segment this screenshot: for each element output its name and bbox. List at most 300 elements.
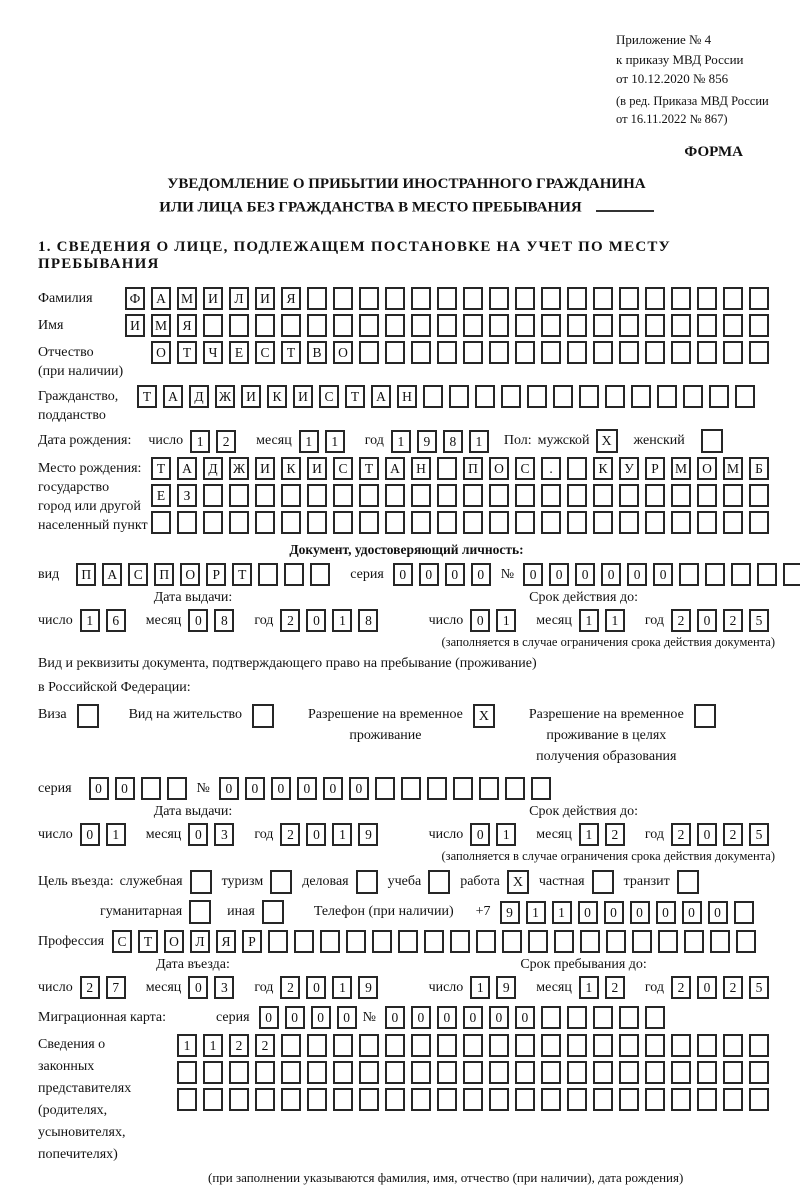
char-cell[interactable] (437, 314, 457, 337)
char-cell[interactable]: Ж (229, 457, 249, 480)
char-cell[interactable] (619, 1061, 639, 1084)
char-cell[interactable] (723, 1061, 743, 1084)
char-cell[interactable]: 2 (280, 976, 300, 999)
char-cell[interactable]: Т (359, 457, 379, 480)
char-cell[interactable]: И (255, 287, 275, 310)
purpose-tranzit-checkbox[interactable] (677, 870, 699, 894)
char-cell[interactable] (671, 287, 691, 310)
char-cell[interactable] (281, 1061, 301, 1084)
char-cell[interactable]: 1 (332, 823, 352, 846)
char-cell[interactable] (619, 484, 639, 507)
char-cell[interactable]: М (723, 457, 743, 480)
char-cell[interactable] (489, 314, 509, 337)
char-cell[interactable] (372, 930, 392, 953)
char-cell[interactable] (593, 1088, 613, 1111)
char-cell[interactable] (203, 484, 223, 507)
char-cell[interactable] (359, 341, 379, 364)
char-cell[interactable] (333, 1034, 353, 1057)
char-cell[interactable] (411, 1034, 431, 1057)
char-cell[interactable] (515, 1034, 535, 1057)
char-cell[interactable] (333, 314, 353, 337)
purpose-chastnaya-checkbox[interactable] (592, 870, 614, 894)
char-cell[interactable] (359, 314, 379, 337)
char-cell[interactable] (479, 777, 499, 800)
char-cell[interactable] (463, 314, 483, 337)
char-cell[interactable] (307, 1088, 327, 1111)
char-cell[interactable] (385, 511, 405, 534)
char-cell[interactable]: И (203, 287, 223, 310)
char-cell[interactable] (281, 1034, 301, 1057)
char-cell[interactable] (697, 287, 717, 310)
char-cell[interactable] (489, 1088, 509, 1111)
char-cell[interactable]: 3 (214, 976, 234, 999)
char-cell[interactable]: 1 (579, 976, 599, 999)
char-cell[interactable]: И (125, 314, 145, 337)
char-cell[interactable]: 0 (515, 1006, 535, 1029)
char-cell[interactable]: К (281, 457, 301, 480)
char-cell[interactable] (463, 484, 483, 507)
char-cell[interactable]: 0 (653, 563, 673, 586)
char-cell[interactable] (697, 511, 717, 534)
char-cell[interactable] (333, 511, 353, 534)
char-cell[interactable] (723, 287, 743, 310)
char-cell[interactable] (255, 484, 275, 507)
char-cell[interactable] (255, 314, 275, 337)
char-cell[interactable]: 0 (578, 901, 598, 924)
char-cell[interactable] (593, 511, 613, 534)
char-cell[interactable] (151, 511, 171, 534)
char-cell[interactable] (515, 484, 535, 507)
char-cell[interactable]: 0 (306, 976, 326, 999)
char-cell[interactable]: 1 (605, 609, 625, 632)
char-cell[interactable] (619, 287, 639, 310)
char-cell[interactable]: 0 (575, 563, 595, 586)
char-cell[interactable] (385, 1034, 405, 1057)
char-cell[interactable]: О (697, 457, 717, 480)
char-cell[interactable] (749, 287, 769, 310)
char-cell[interactable] (229, 1061, 249, 1084)
char-cell[interactable]: 1 (190, 430, 210, 453)
char-cell[interactable]: С (333, 457, 353, 480)
char-cell[interactable] (437, 341, 457, 364)
char-cell[interactable] (749, 511, 769, 534)
char-cell[interactable] (631, 385, 651, 408)
char-cell[interactable]: А (151, 287, 171, 310)
char-cell[interactable]: 0 (489, 1006, 509, 1029)
char-cell[interactable] (423, 385, 443, 408)
char-cell[interactable]: Ф (125, 287, 145, 310)
char-cell[interactable] (307, 484, 327, 507)
char-cell[interactable] (284, 563, 304, 586)
char-cell[interactable]: 7 (106, 976, 126, 999)
char-cell[interactable] (515, 1088, 535, 1111)
char-cell[interactable] (333, 287, 353, 310)
char-cell[interactable]: 1 (203, 1034, 223, 1057)
char-cell[interactable] (619, 314, 639, 337)
char-cell[interactable]: 2 (671, 823, 691, 846)
char-cell[interactable] (385, 484, 405, 507)
char-cell[interactable] (554, 930, 574, 953)
char-cell[interactable]: Н (397, 385, 417, 408)
char-cell[interactable] (437, 1061, 457, 1084)
char-cell[interactable] (398, 930, 418, 953)
char-cell[interactable] (255, 1061, 275, 1084)
char-cell[interactable] (734, 901, 754, 924)
char-cell[interactable] (567, 341, 587, 364)
char-cell[interactable] (320, 930, 340, 953)
char-cell[interactable] (645, 1006, 665, 1029)
char-cell[interactable] (710, 930, 730, 953)
char-cell[interactable] (411, 287, 431, 310)
char-cell[interactable]: 1 (496, 609, 516, 632)
char-cell[interactable]: Т (138, 930, 158, 953)
char-cell[interactable] (475, 385, 495, 408)
char-cell[interactable] (411, 1061, 431, 1084)
char-cell[interactable] (229, 484, 249, 507)
char-cell[interactable] (645, 1088, 665, 1111)
char-cell[interactable]: 1 (332, 609, 352, 632)
char-cell[interactable]: А (385, 457, 405, 480)
char-cell[interactable]: 0 (219, 777, 239, 800)
char-cell[interactable] (449, 385, 469, 408)
char-cell[interactable] (489, 1034, 509, 1057)
char-cell[interactable] (697, 314, 717, 337)
char-cell[interactable] (697, 341, 717, 364)
char-cell[interactable]: 0 (470, 823, 490, 846)
char-cell[interactable]: 1 (177, 1034, 197, 1057)
char-cell[interactable] (281, 1088, 301, 1111)
char-cell[interactable] (593, 1006, 613, 1029)
char-cell[interactable] (567, 511, 587, 534)
char-cell[interactable] (593, 484, 613, 507)
char-cell[interactable] (567, 1034, 587, 1057)
char-cell[interactable] (749, 1061, 769, 1084)
char-cell[interactable]: . (541, 457, 561, 480)
char-cell[interactable]: 2 (280, 823, 300, 846)
char-cell[interactable] (463, 511, 483, 534)
char-cell[interactable]: 0 (549, 563, 569, 586)
char-cell[interactable] (579, 385, 599, 408)
char-cell[interactable] (476, 930, 496, 953)
purpose-ucheba-checkbox[interactable] (428, 870, 450, 894)
char-cell[interactable] (735, 385, 755, 408)
char-cell[interactable]: О (333, 341, 353, 364)
char-cell[interactable]: 0 (188, 976, 208, 999)
char-cell[interactable] (645, 314, 665, 337)
char-cell[interactable]: 0 (470, 609, 490, 632)
char-cell[interactable]: 0 (337, 1006, 357, 1029)
char-cell[interactable] (541, 511, 561, 534)
char-cell[interactable] (783, 563, 800, 586)
char-cell[interactable] (541, 287, 561, 310)
char-cell[interactable] (385, 341, 405, 364)
char-cell[interactable]: А (177, 457, 197, 480)
char-cell[interactable] (567, 1061, 587, 1084)
char-cell[interactable]: 2 (723, 823, 743, 846)
char-cell[interactable]: 0 (323, 777, 343, 800)
char-cell[interactable] (229, 314, 249, 337)
char-cell[interactable]: 0 (463, 1006, 483, 1029)
char-cell[interactable] (268, 930, 288, 953)
char-cell[interactable]: 0 (311, 1006, 331, 1029)
char-cell[interactable] (541, 484, 561, 507)
char-cell[interactable] (541, 1034, 561, 1057)
char-cell[interactable]: 9 (500, 901, 520, 924)
char-cell[interactable]: 0 (697, 609, 717, 632)
char-cell[interactable] (645, 287, 665, 310)
char-cell[interactable]: Ж (215, 385, 235, 408)
char-cell[interactable] (671, 341, 691, 364)
char-cell[interactable] (359, 1088, 379, 1111)
char-cell[interactable] (385, 1088, 405, 1111)
char-cell[interactable]: 0 (697, 823, 717, 846)
char-cell[interactable]: 1 (526, 901, 546, 924)
char-cell[interactable] (553, 385, 573, 408)
char-cell[interactable] (385, 1061, 405, 1084)
char-cell[interactable]: А (163, 385, 183, 408)
char-cell[interactable] (437, 287, 457, 310)
char-cell[interactable] (527, 385, 547, 408)
char-cell[interactable] (541, 341, 561, 364)
char-cell[interactable] (697, 1061, 717, 1084)
char-cell[interactable]: 0 (627, 563, 647, 586)
char-cell[interactable]: У (619, 457, 639, 480)
char-cell[interactable] (489, 511, 509, 534)
char-cell[interactable] (359, 511, 379, 534)
char-cell[interactable]: 2 (605, 823, 625, 846)
char-cell[interactable] (307, 287, 327, 310)
char-cell[interactable]: Н (411, 457, 431, 480)
char-cell[interactable]: 0 (697, 976, 717, 999)
char-cell[interactable]: 1 (106, 823, 126, 846)
char-cell[interactable]: 0 (682, 901, 702, 924)
char-cell[interactable] (593, 1061, 613, 1084)
char-cell[interactable] (203, 511, 223, 534)
char-cell[interactable] (705, 563, 725, 586)
char-cell[interactable] (255, 1088, 275, 1111)
char-cell[interactable] (505, 777, 525, 800)
char-cell[interactable]: 2 (723, 976, 743, 999)
char-cell[interactable] (333, 484, 353, 507)
char-cell[interactable] (709, 385, 729, 408)
char-cell[interactable] (531, 777, 551, 800)
char-cell[interactable]: 2 (671, 976, 691, 999)
char-cell[interactable]: 0 (630, 901, 650, 924)
char-cell[interactable] (375, 777, 395, 800)
char-cell[interactable] (749, 341, 769, 364)
char-cell[interactable] (736, 930, 756, 953)
residence-permit-checkbox[interactable] (252, 704, 274, 728)
char-cell[interactable] (658, 930, 678, 953)
char-cell[interactable]: М (151, 314, 171, 337)
char-cell[interactable] (541, 1006, 561, 1029)
char-cell[interactable] (541, 1061, 561, 1084)
char-cell[interactable]: 0 (393, 563, 413, 586)
char-cell[interactable] (294, 930, 314, 953)
char-cell[interactable] (385, 314, 405, 337)
char-cell[interactable] (453, 777, 473, 800)
char-cell[interactable] (723, 511, 743, 534)
char-cell[interactable] (515, 341, 535, 364)
char-cell[interactable]: Т (177, 341, 197, 364)
char-cell[interactable] (632, 930, 652, 953)
char-cell[interactable]: Д (189, 385, 209, 408)
char-cell[interactable] (359, 484, 379, 507)
char-cell[interactable] (528, 930, 548, 953)
char-cell[interactable]: 0 (245, 777, 265, 800)
char-cell[interactable]: Я (216, 930, 236, 953)
char-cell[interactable]: 5 (749, 609, 769, 632)
char-cell[interactable] (671, 1061, 691, 1084)
char-cell[interactable] (645, 1034, 665, 1057)
char-cell[interactable] (657, 385, 677, 408)
char-cell[interactable]: Я (281, 287, 301, 310)
char-cell[interactable] (593, 314, 613, 337)
char-cell[interactable] (671, 484, 691, 507)
char-cell[interactable] (619, 341, 639, 364)
char-cell[interactable] (723, 314, 743, 337)
char-cell[interactable]: 0 (385, 1006, 405, 1029)
char-cell[interactable] (281, 511, 301, 534)
char-cell[interactable]: П (463, 457, 483, 480)
char-cell[interactable] (671, 1088, 691, 1111)
char-cell[interactable]: 8 (443, 430, 463, 453)
char-cell[interactable]: 0 (349, 777, 369, 800)
char-cell[interactable] (463, 1061, 483, 1084)
char-cell[interactable] (515, 511, 535, 534)
male-checkbox[interactable]: X (596, 429, 618, 453)
char-cell[interactable] (411, 1088, 431, 1111)
purpose-delovaya-checkbox[interactable] (356, 870, 378, 894)
char-cell[interactable] (749, 1088, 769, 1111)
char-cell[interactable] (541, 314, 561, 337)
char-cell[interactable] (501, 385, 521, 408)
char-cell[interactable] (385, 287, 405, 310)
char-cell[interactable] (411, 341, 431, 364)
char-cell[interactable] (489, 341, 509, 364)
char-cell[interactable] (645, 1061, 665, 1084)
char-cell[interactable]: 0 (89, 777, 109, 800)
char-cell[interactable] (177, 1088, 197, 1111)
char-cell[interactable] (411, 511, 431, 534)
char-cell[interactable]: 1 (80, 609, 100, 632)
char-cell[interactable]: 6 (106, 609, 126, 632)
char-cell[interactable]: 8 (358, 609, 378, 632)
char-cell[interactable] (463, 1034, 483, 1057)
char-cell[interactable] (567, 314, 587, 337)
char-cell[interactable] (606, 930, 626, 953)
char-cell[interactable] (167, 777, 187, 800)
char-cell[interactable]: О (164, 930, 184, 953)
char-cell[interactable] (310, 563, 330, 586)
char-cell[interactable] (502, 930, 522, 953)
char-cell[interactable]: 2 (216, 430, 236, 453)
char-cell[interactable] (437, 457, 457, 480)
char-cell[interactable] (437, 1034, 457, 1057)
char-cell[interactable]: 1 (470, 976, 490, 999)
char-cell[interactable]: 1 (552, 901, 572, 924)
purpose-turizm-checkbox[interactable] (270, 870, 292, 894)
char-cell[interactable] (645, 484, 665, 507)
char-cell[interactable] (619, 1088, 639, 1111)
char-cell[interactable] (749, 314, 769, 337)
char-cell[interactable] (463, 1088, 483, 1111)
female-checkbox[interactable] (701, 429, 723, 453)
char-cell[interactable] (281, 314, 301, 337)
char-cell[interactable] (697, 1088, 717, 1111)
char-cell[interactable] (723, 341, 743, 364)
char-cell[interactable]: М (671, 457, 691, 480)
char-cell[interactable] (437, 484, 457, 507)
char-cell[interactable]: 2 (280, 609, 300, 632)
char-cell[interactable] (697, 1034, 717, 1057)
char-cell[interactable]: 2 (671, 609, 691, 632)
char-cell[interactable] (359, 1061, 379, 1084)
char-cell[interactable]: 9 (417, 430, 437, 453)
char-cell[interactable] (427, 777, 447, 800)
char-cell[interactable]: 1 (299, 430, 319, 453)
purpose-inaya-checkbox[interactable] (262, 900, 284, 924)
char-cell[interactable]: 0 (445, 563, 465, 586)
char-cell[interactable] (437, 511, 457, 534)
char-cell[interactable]: 5 (749, 976, 769, 999)
char-cell[interactable]: Т (151, 457, 171, 480)
char-cell[interactable]: 0 (604, 901, 624, 924)
char-cell[interactable] (359, 1034, 379, 1057)
char-cell[interactable]: 8 (214, 609, 234, 632)
char-cell[interactable] (567, 1088, 587, 1111)
char-cell[interactable]: 0 (115, 777, 135, 800)
char-cell[interactable] (437, 1088, 457, 1111)
char-cell[interactable]: 0 (419, 563, 439, 586)
char-cell[interactable] (411, 484, 431, 507)
char-cell[interactable]: 0 (259, 1006, 279, 1029)
char-cell[interactable] (684, 930, 704, 953)
char-cell[interactable] (258, 563, 278, 586)
char-cell[interactable]: К (593, 457, 613, 480)
char-cell[interactable]: 0 (188, 823, 208, 846)
char-cell[interactable]: 0 (708, 901, 728, 924)
char-cell[interactable]: И (255, 457, 275, 480)
char-cell[interactable] (307, 1034, 327, 1057)
char-cell[interactable]: Т (281, 341, 301, 364)
char-cell[interactable]: П (154, 563, 174, 586)
char-cell[interactable]: Л (229, 287, 249, 310)
char-cell[interactable]: Р (206, 563, 226, 586)
char-cell[interactable] (541, 1088, 561, 1111)
char-cell[interactable]: С (515, 457, 535, 480)
purpose-sluzhebnaya-checkbox[interactable] (190, 870, 212, 894)
char-cell[interactable] (605, 385, 625, 408)
char-cell[interactable]: 3 (214, 823, 234, 846)
char-cell[interactable] (679, 563, 699, 586)
purpose-gumanitarnaya-checkbox[interactable] (189, 900, 211, 924)
char-cell[interactable]: К (267, 385, 287, 408)
char-cell[interactable]: 0 (523, 563, 543, 586)
char-cell[interactable]: 0 (188, 609, 208, 632)
char-cell[interactable]: С (128, 563, 148, 586)
char-cell[interactable]: С (255, 341, 275, 364)
char-cell[interactable]: 0 (306, 823, 326, 846)
char-cell[interactable] (203, 314, 223, 337)
char-cell[interactable] (567, 1006, 587, 1029)
char-cell[interactable] (177, 511, 197, 534)
char-cell[interactable]: 0 (80, 823, 100, 846)
char-cell[interactable] (731, 563, 751, 586)
char-cell[interactable]: 0 (306, 609, 326, 632)
char-cell[interactable] (567, 484, 587, 507)
char-cell[interactable] (580, 930, 600, 953)
